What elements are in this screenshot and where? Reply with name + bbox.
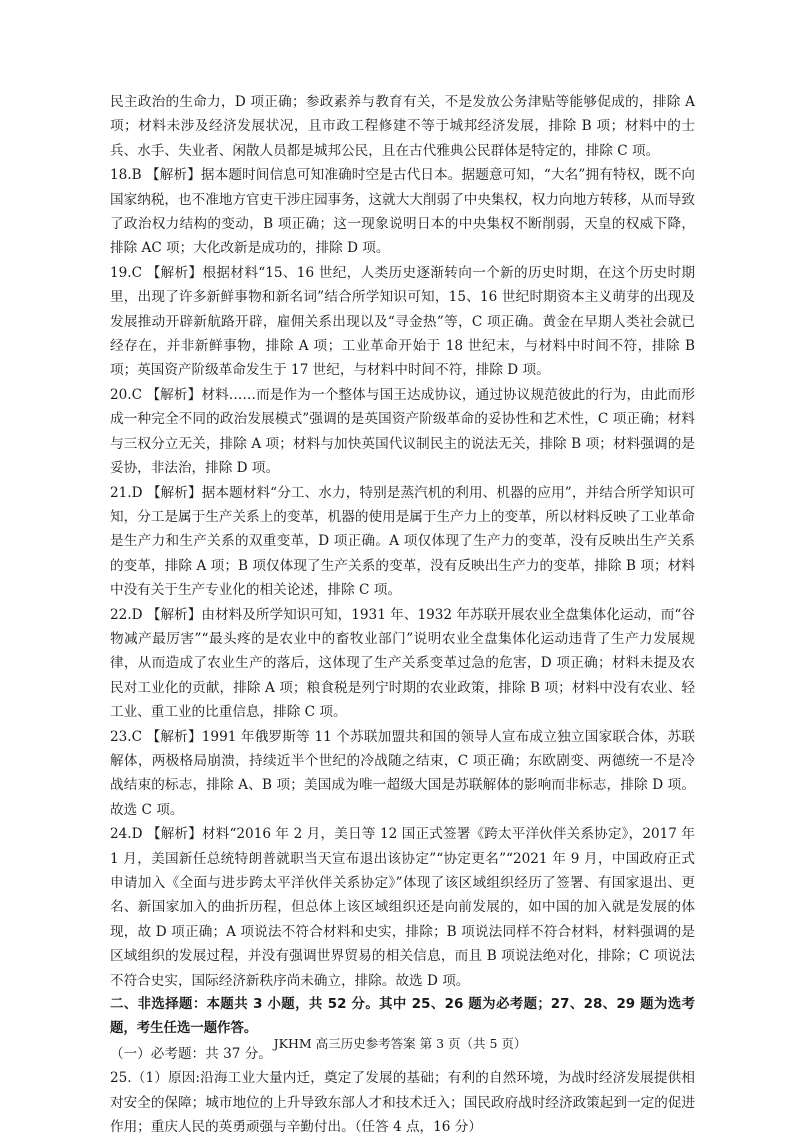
answer-page-body: [110, 90, 695, 1139]
subsection-required: （一）必考题：共 37 分。: [110, 1045, 272, 1062]
answer-24: 24.D 【解析】材料“2016 年 2 月，美日等 12 国正式签署《跨太平洋伙伴关系协定》，2017 年 1 月，美国新任总统特朗普就职当天宣布退出该协定”“协定更名”“2021 年 9 月，中国政府正式申请加入《全面与进步跨太平洋伙伴关系协定》”体现了该区域组织经历了签署、有国家退出、更名、新国家加入的曲折历程，但总体上该区域组织还是向前发展的，如中国的加入就是发展的体现，故 D 项正确；A 项说法不符合材料和史实，排除；B 项说法同样不符合材料，材料强调的是区域组织的发展过程，并没有强调世界贸易的相关信息，而且 B 项说法绝对化，排除；C 项说法不符合史实，国际经济新秩序尚未确立，排除。故选 D 项。: [110, 826, 695, 989]
paragraph-continuation: 民主政治的生命力，D 项正确；参政素养与教育有关，不是发放公务津贴等能够促成的，排除 A 项；材料未涉及经济发展状况，且市政工程修建不等于城邦经济发展，排除 B 项；材料中的士兵、水手、失业者、闲散人员都是城邦公民，且在古代雅典公民群体是特定的，排除 C 项。: [110, 94, 695, 159]
answer-21: 21.D 【解析】据本题材料“分工、水力，特别是蒸汽机的利用、机器的应用”，并结合所学知识可知，分工是属于生产关系上的变革，机器的使用是属于生产力上的变革，所以材料反映了工业革命是生产力和生产关系的双重变革，D 项正确。A 项仅体现了生产力的变革，没有反映出生产关系的变革，排除 A 项；B 项仅体现了生产关系的变革，没有反映出生产力的变革，排除 B 项；材料中没有关于生产专业化的相关论述，排除 C 项。: [110, 484, 695, 599]
section-title-nonchoice: 二、非选择题：本题共 3 小题，共 52 分。其中 25、26 题为必考题；27、28、29 题为选考题，考生任选一题作答。: [110, 997, 695, 1037]
answer-19: 19.C 【解析】根据材料“15、16 世纪，人类历史逐渐转向一个新的历史时期，在这个历史时期里，出现了许多新鲜事物和新名词”结合所学知识可知，15、16 世纪时期资本主义萌芽的出现及发展推动开辟新航路开辟，雇佣关系出现以及“寻金热”等，C 项正确。黄金在早期人类社会就已经存在，并非新鲜事物，排除 A 项；工业革命开始于 18 世纪末，与材料中时间不符，排除 B 项；英国资产阶级革命发生于 17 世纪，与材料中时间不符，排除 D 项。: [110, 264, 695, 379]
answer-22: 22.D 【解析】由材料及所学知识可知，1931 年、1932 年苏联开展农业全盘集体化运动，而“谷物减产最厉害”“最头疼的是农业中的畜牧业部门”说明农业全盘集体化运动违背了生产力发展规律，从而造成了农业生产的落后，这体现了生产关系变革过急的危害，D 项正确；材料未提及农民对工业化的贡献，排除 A 项；粮食税是列宁时期的农业政策，排除 B 项；材料中没有农业、轻工业、重工业的比重信息，排除 C 项。: [110, 606, 695, 721]
answer-23: 23.C 【解析】1991 年俄罗斯等 11 个苏联加盟共和国的领导人宣布成立独立国家联合体，苏联解体，两极格局崩溃，持续近半个世纪的冷战随之结束，C 项正确；东欧剧变、两德统一不是冷战结束的标志，排除 A、B 项；美国成为唯一超级大国是苏联解体的影响而非标志，排除 D 项。故选 C 项。: [110, 728, 695, 818]
page-footer: JKHM 高三历史参考答案 第 3 页（共 5 页）: [273, 1036, 527, 1051]
answer-18: 18.B 【解析】据本题时间信息可知准确时空是古代日本。据题意可知，“大名”拥有特权，既不向国家纳税，也不准地方官吏干涉庄园事务，这就大大削弱了中央集权，权力向地方转移，从而导致了政治权力结构的变动，B 项正确；这一现象说明日本的中央集权不断削弱，天皇的权威下降，排除 AC 项；大化改新是成功的，排除 D 项。: [110, 167, 695, 257]
answer-25: 25.（1）原因:沿海工业大量内迁，奠定了发展的基础；有利的自然环境，为战时经济发展提供相对安全的保障；城市地位的上升导致东部人才和技术迁入；国民政府战时经济政策起到一定的促进作用；重庆人民的英勇顽强与辛勤付出。（任答 4 点，16 分）: [110, 1070, 695, 1136]
answer-20: 20.C 【解析】材料……而是作为一个整体与国王达成协议，通过协议规范彼此的行为，由此而形成一种完全不同的政治发展模式”强调的是英国资产阶级革命的妥协性和艺术性，C 项正确；材料与三权分立无关，排除 A 项；材料与加快英国代议制民主的说法无关，排除 B 项；材料强调的是妥协，非法治，排除 D 项。: [110, 386, 695, 477]
